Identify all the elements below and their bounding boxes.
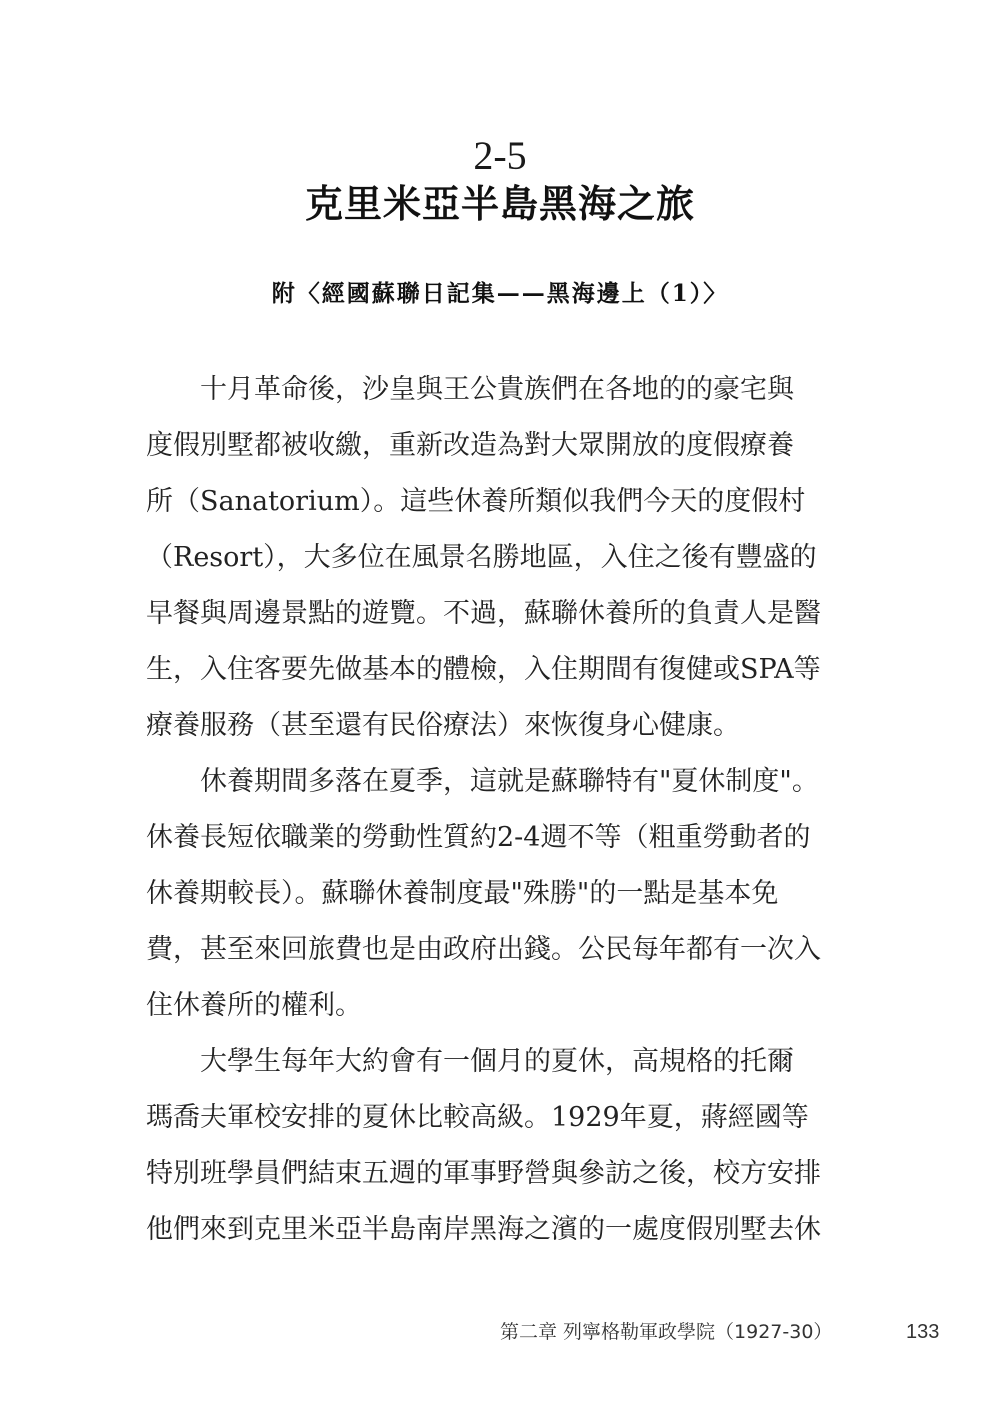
- paragraph-2: 休養期間多落在夏季，這就是蘇聯特有"夏休制度"。 休養長短依職業的勞動性質約2-4週不等（粗重勞動者的 休養期較長）。蘇聯休養制度最"殊勝"的一點是基本免 費，甚至來回旅費也是由政府出錢。公民每年都有一次入 住休養所的權利。: [146, 766, 821, 1021]
- running-footer-chapter: 第二章 列寧格勒軍政學院（1927-30）: [500, 1321, 833, 1343]
- section-number: 2-5: [473, 133, 527, 178]
- chapter-title: 克里米亞半島黑海之旅: [304, 181, 695, 226]
- paragraph-3: 大學生每年大約會有一個月的夏休，高規格的托爾 瑪喬夫軍校安排的夏休比較高級。1929年夏，蔣經國等 特別班學員們結束五週的軍事野營與參訪之後，校方安排 他們來到克里米亞半島南岸黑海之濱的一處度假別墅去休: [146, 1046, 821, 1245]
- body-text: [146, 362, 868, 1258]
- subtitle: 附〈經國蘇聯日記集——黑海邊上（1）〉: [271, 280, 729, 307]
- paragraph-1: 十月革命後，沙皇與王公貴族們在各地的的豪宅與 度假別墅都被收繳，重新改造為對大眾開放的度假療養 所（Sanatorium）。這些休養所類似我們今天的度假村 （Resort），大多位在風景名勝地區，入住之後有豐盛的 早餐與周邊景點的遊覽。不過，蘇聯休養所的負責人是醫 生，入住客要先做基本的體檢，入住期間有復健或SPA等 療養服務（甚至還有民俗療法）來恢復身心健康。: [146, 374, 821, 741]
- page-number: 133: [906, 1321, 940, 1343]
